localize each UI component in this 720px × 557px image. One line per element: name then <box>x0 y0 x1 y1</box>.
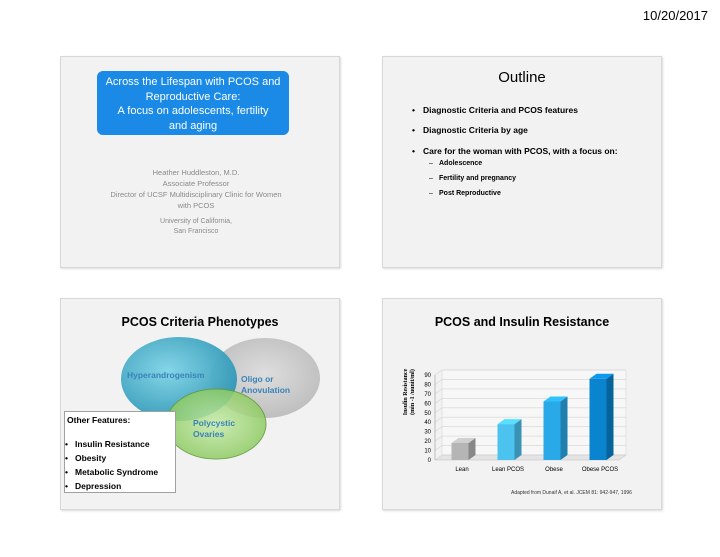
y-axis-label-line: (min -1 /uunit/ml) <box>410 369 416 415</box>
y-tick-label: 40 <box>424 420 431 427</box>
bar <box>498 424 515 460</box>
author-name: Heather Huddleston, M.D. <box>152 168 240 177</box>
outline-sub-bullet: – Adolescence <box>439 160 482 167</box>
slide-title-text: PCOS Criteria Phenotypes <box>121 315 279 329</box>
polycystic-label-line: Polycystic <box>193 418 236 428</box>
slide-title <box>60 56 340 268</box>
university-line: University of California, <box>160 218 232 225</box>
feature-item: • Insulin Resistance <box>75 439 150 449</box>
feature-item: • Depression <box>75 481 121 491</box>
bar <box>452 443 469 460</box>
author-role: Director of UCSF Multidisciplinary Clinic for Women <box>110 190 282 199</box>
polycystic-label <box>193 418 235 440</box>
oligo-label-line: Oligo or <box>241 374 274 384</box>
polycystic-label-line: Ovaries <box>193 429 225 439</box>
title-line: A focus on adolescents, fertility <box>117 105 269 117</box>
x-tick-label: Lean PCOS <box>491 467 525 473</box>
oligo-label-line: Anovulation <box>241 385 291 395</box>
bar-side <box>515 419 522 460</box>
university-line: San Francisco <box>173 228 219 235</box>
slide-outline <box>382 56 662 268</box>
y-tick-label: 20 <box>424 439 431 446</box>
author-position: Associate Professor <box>162 179 230 188</box>
bar <box>544 401 561 460</box>
outline-sub-bullet: – Post Reproductive <box>439 190 501 197</box>
y-tick-label: 70 <box>424 391 431 398</box>
outline-bullet: • Care for the woman with PCOS, with a focus on: <box>423 146 618 156</box>
title-line: and aging <box>168 119 218 132</box>
x-tick-label: Obese PCOS <box>581 467 619 473</box>
slide-title-text: Outline <box>498 69 546 86</box>
feature-item: • Obesity <box>75 453 106 463</box>
header-date: 10/20/2017 <box>642 8 708 23</box>
x-tick-label: Lean <box>455 467 469 473</box>
y-axis-label <box>403 347 417 437</box>
y-axis-label-line: Insulin Resistance <box>403 368 409 416</box>
outline-bullet: • Diagnostic Criteria and PCOS features <box>423 105 578 115</box>
slide-phenotypes <box>60 298 340 510</box>
university <box>81 217 311 237</box>
author-block <box>81 167 311 237</box>
y-tick-label: 30 <box>424 429 431 436</box>
bar-side <box>561 396 568 460</box>
outline-bullet: • Diagnostic Criteria by age <box>423 125 528 135</box>
title-line: Reproductive Care: <box>145 90 241 103</box>
y-tick-label: 60 <box>424 401 431 408</box>
slide-insulin-chart <box>382 298 662 510</box>
oligo-label <box>241 374 290 396</box>
outline-sub-bullet: – Fertility and pregnancy <box>439 175 516 182</box>
author-role: with PCOS <box>177 201 215 210</box>
y-tick-label: 50 <box>424 410 431 417</box>
title-box <box>97 71 289 135</box>
y-tick-label: 80 <box>424 382 431 389</box>
insulin-bar-chart <box>383 299 661 509</box>
chart-source: Adapted from Dunaif A, et al. JCEM 81: 942-947, 1996 <box>511 490 632 496</box>
x-tick-label: Obese <box>545 467 563 473</box>
hyperandrogenism-label: Hyperandrogenism <box>127 370 205 380</box>
title-line: Across the Lifespan with PCOS and <box>105 76 281 88</box>
feature-item: • Metabolic Syndrome <box>75 467 158 477</box>
bar <box>590 379 607 460</box>
y-tick-label: 10 <box>424 448 431 455</box>
other-features-title: Other Features: <box>67 415 131 425</box>
slide-title-text: PCOS and Insulin Resistance <box>434 315 610 329</box>
bar-side <box>607 374 614 460</box>
y-tick-label: 0 <box>427 458 431 464</box>
y-tick-label: 90 <box>424 373 431 379</box>
